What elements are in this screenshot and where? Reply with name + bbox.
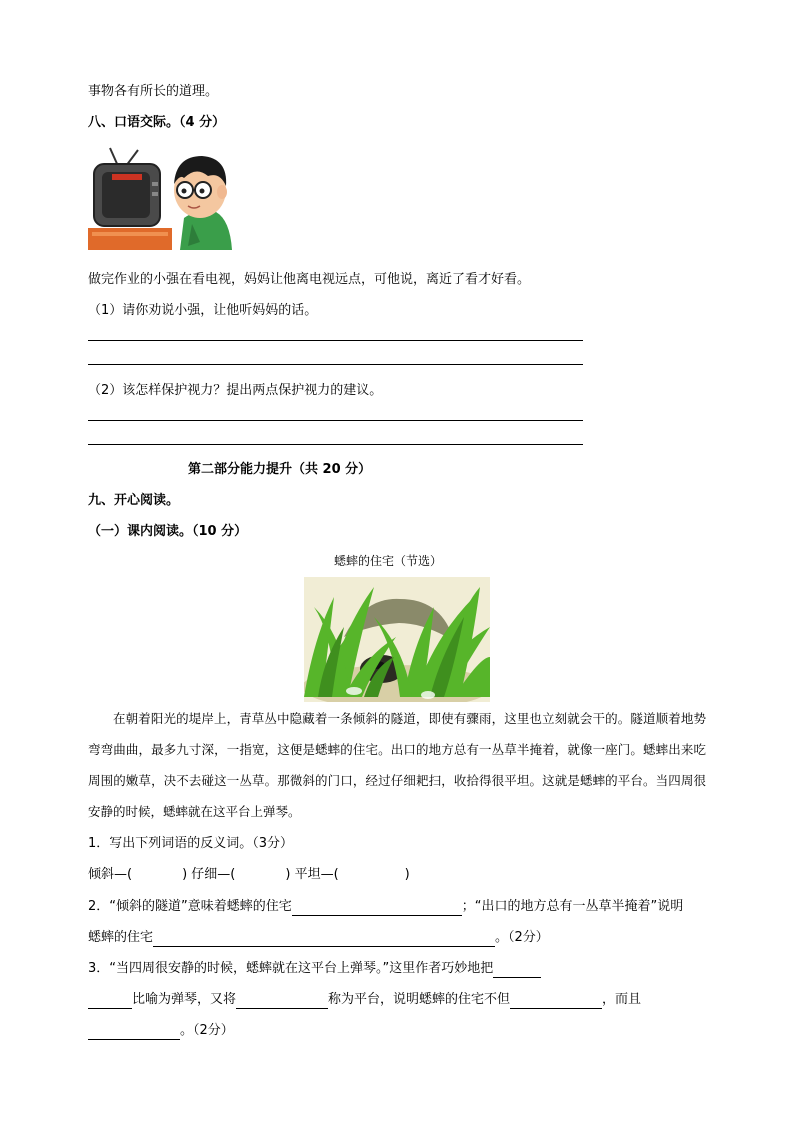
section-8-prompt: 做完作业的小强在看电视，妈妈让他离电视远点，可他说，离近了看才好看。 — [88, 272, 531, 287]
question-3-line-1 — [88, 960, 541, 978]
boy-watching-tv-illustration — [88, 146, 233, 250]
question-2-text-b: ；“出口的地方总有一丛草半掩着”说明 — [461, 899, 684, 914]
question-2-line-2 — [88, 929, 549, 947]
antonym-close: ) — [404, 867, 410, 882]
answer-blank[interactable] — [153, 931, 495, 947]
section-9-heading: 九、开心阅读。 — [88, 493, 180, 508]
answer-blank[interactable] — [88, 993, 132, 1009]
question-3-text-e: 。（2分） — [180, 1023, 234, 1038]
antonym-word-1: 倾斜—( — [88, 867, 133, 882]
section-8-heading: 八、口语交际。（4 分） — [88, 115, 226, 130]
answer-line — [88, 364, 583, 365]
section-9-sub-heading: （一）课内阅读。（10 分） — [88, 524, 248, 539]
question-3-text-a: 3．“当四周很安静的时候，蟋蟀就在这平台上弹琴。”这里作者巧妙地把 — [88, 961, 494, 976]
answer-blank[interactable] — [88, 1024, 180, 1040]
answer-blank[interactable] — [493, 962, 541, 978]
passage-title: 蟋蟀的住宅（节选） — [334, 554, 443, 568]
answer-line — [88, 340, 583, 341]
part-2-title: 第二部分能力提升（共 20 分） — [188, 462, 372, 477]
question-2-text-d: 。（2分） — [495, 930, 549, 945]
passage-paragraph: 在朝着阳光的堤岸上，青草丛中隐藏着一条倾斜的隧道，即使有骤雨，这里也立刻就会干的。隧道顺着地势弯弯曲曲，最多九寸深，一指宽，这便是蟋蟀的住宅。出口的地方总有一丛草半掩着，就像一座门。蟋蟀出来吃周围的嫩草，决不去碰这一丛草。那微斜的门口，经过仔细耙扫，收拾得很平坦。这就是蟋蟀的平台。当四周很安静的时候，蟋蟀就在这平台上弹琴。 — [88, 711, 706, 819]
answer-line — [88, 420, 583, 421]
answer-blank[interactable] — [510, 993, 602, 1009]
question-3-text-c: 称为平台，说明蟋蟀的住宅不但 — [328, 992, 511, 1007]
section-8-question-1: （1）请你劝说小强，让他听妈妈的话。 — [88, 303, 318, 318]
question-2-text-c: 蟋蟀的住宅 — [88, 930, 154, 945]
question-3-line-2 — [88, 991, 641, 1009]
reading-passage — [88, 703, 706, 827]
question-3-text-b: 比喻为弹琴，又将 — [132, 992, 237, 1007]
cricket-burrow-illustration — [304, 577, 490, 702]
top-text: 事物各有所长的道理。 — [88, 84, 219, 99]
question-3-line-3 — [88, 1022, 234, 1040]
answer-blank[interactable] — [236, 993, 328, 1009]
antonym-word-2: ) 仔细—( — [182, 867, 236, 882]
section-8-question-2: （2）该怎样保护视力？提出两点保护视力的建议。 — [88, 383, 383, 398]
answer-blank[interactable] — [292, 900, 462, 916]
answer-line — [88, 444, 583, 445]
question-3-text-d: ，而且 — [602, 992, 642, 1007]
question-1: 1．写出下列词语的反义词。（3分） — [88, 836, 294, 851]
question-2-text-a: 2．“倾斜的隧道”意味着蟋蟀的住宅 — [88, 899, 292, 914]
question-1-antonym-row — [88, 866, 410, 884]
question-2-line-1 — [88, 898, 683, 916]
antonym-word-3: ) 平坦—( — [285, 867, 339, 882]
